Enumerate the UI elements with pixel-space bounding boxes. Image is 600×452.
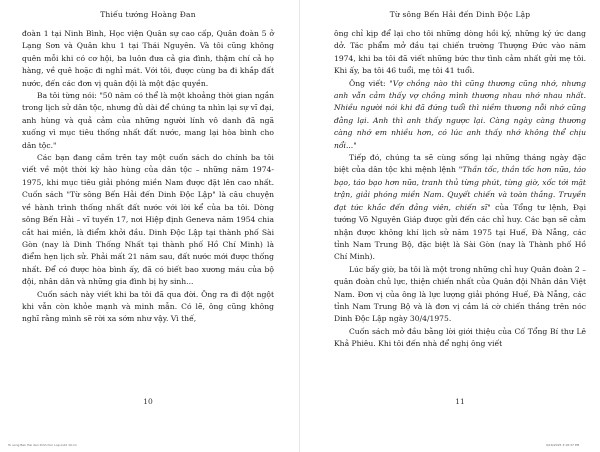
page-number-right: 11 (455, 397, 465, 406)
left-page (22, 10, 274, 410)
paragraph-3-opening: Tiếp đó, chúng ta sẽ cùng sống lại những tháng ngày đặc biệt của dân tộc khi mệnh lệnh (334, 153, 586, 175)
left-page-body (22, 28, 274, 326)
right-paragraph-1: ông chỉ kịp để lại cho tôi những dòng hồi ký, những ký ức dang dở. Tác phẩm mở đầu tại chiến trường Thượng Đức vào năm 1974, khi ba tôi đã viết những bức thư tình cảm nhất gửi mẹ tôi. Khi ấy, ba tôi 46 tuổi, mẹ tôi 41 tuổi. (334, 29, 586, 76)
page-number-left: 10 (143, 397, 153, 406)
command-quote: "Thần tốc, thần tốc hơn nữa, táo bạo, táo bạo hơn nữa, tranh thủ từng phút, từng giờ, xốc tới mặt trận, giải phóng miền Nam. Quyết chiến và toàn thắng. Truyền đạt tức khắc đến đảng viên, chiến sĩ" (334, 165, 586, 212)
paragraph-3-closing: của Tổng tư lệnh, Đại tướng Võ Nguyên Giáp được gửi đến các chỉ huy. Các bạn sẽ cảm nhận được không khí lịch sử năm 1975 tại Huế, Đà Nẵng, các tỉnh Nam Trung Bộ, đặc biệt là Sài Gòn (nay là Thành phố Hồ Chí Minh). (334, 202, 586, 262)
letter-quote: "Vợ chồng nào thì cũng thương cũng nhớ, nhưng anh vẫn cảm thấy vợ chồng mình thương nhau nhớ nhau nhất. Nhiều người nói khi đã đứng tuổi thì niềm thương nỗi nhớ cũng đằng lại. Anh thì anh thấy ngược lại. Càng ngày càng thương càng nhớ em nhiều hơn, có lúc anh thấy nhớ không thể chịu nổi..." (334, 78, 586, 150)
right-paragraph-4: Lúc bấy giờ, ba tôi là một trong những chỉ huy Quân đoàn 2 – quân đoàn chủ lực, thiện chiến nhất của Quân đội Nhân dân Việt Nam. Đơn vị của ông là lực lượng giải phóng Huế, Đà Nẵng, các tỉnh Nam Trung Bộ và là đơn vị cắm lá cờ chiến thắng trên nóc Dinh Độc Lập ngày 30/4/1975. (334, 264, 586, 324)
running-head-left: Thiếu tướng Hoàng Đan (100, 10, 196, 19)
right-paragraph-2 (334, 78, 586, 152)
right-page (334, 10, 586, 410)
left-paragraph-2: Ba tôi từng nói: "50 năm có thể là một khoảng thời gian ngắn trong lịch sử dân tộc, nhưng đủ dài để chúng ta nhìn lại sự vĩ đại, anh hùng và quả cảm của những người lính vô danh đã ngã xuống vì mục tiêu thống nhất đất nước, mang lại hòa bình cho dân tộc." (22, 91, 274, 150)
quote-lead: Ông viết: (349, 78, 390, 88)
right-paragraph-5: Cuốn sách mở đầu bằng lời giới thiệu của Cố Tổng Bí thư Lê Khả Phiêu. Khi tôi đến nhà để nghị ông viết (334, 326, 586, 349)
print-slug-timestamp: 9/16/2025 3:18:37 PM (546, 443, 580, 447)
right-paragraph-3 (334, 152, 586, 264)
left-paragraph-1: đoàn 1 tại Ninh Bình, Học viện Quân sự cao cấp, Quân đoàn 5 ở Lạng Sơn và Quân khu 1 tại Thái Nguyên. Và tôi cũng không quên mỗi khi có cơ hội, ba luôn đưa cả gia đình, thậm chí cả họ hàng, về quê hoặc đi nghỉ mát. Với tôi, được cùng ba đi khắp đất nước, đến các đơn vị quân đội là một đặc quyền. (22, 29, 274, 88)
right-page-body (334, 28, 586, 351)
running-head-right: Từ sông Bến Hải đến Dinh Độc Lập (389, 10, 531, 19)
print-slug-filename: Tu song Ben Hai den Dinh Doc Lap.indd 10-11 (8, 443, 77, 447)
left-paragraph-4: Cuốn sách này viết khi ba tôi đã qua đời. Ông ra đi đột ngột khi vẫn còn khỏe mạnh và minh mẫn. Có lẽ, ông cũng không nghĩ rằng mình sẽ rời xa sớm như vậy. Vì thế, (22, 289, 274, 324)
left-paragraph-3: Các bạn đang cầm trên tay một cuốn sách do chính ba tôi viết về một thời kỳ hào hùng của dân tộc – những năm 1974-1975, khi mục tiêu giải phóng miền Nam được đặt lên cao nhất. Cuốn sách "Từ sông Bến Hải đến Dinh Độc Lập" là câu chuyện về hành trình thống nhất đất nước với lời kể của ba tôi. Dòng sông Bến Hải – vĩ tuyến 17, nơi Hiệp định Geneva năm 1954 chia cắt hai miền, là điểm khởi đầu. Dinh Độc Lập tại thành phố Sài Gòn (nay là Dinh Thống Nhất tại thành phố Hồ Chí Minh) là điểm hẹn lịch sử. Phải mất 21 năm sau, đất nước mới được thống nhất. Để có được hòa bình ấy, đã có biết bao xương máu của bộ đội, nhân dân và những gia đình bị hy sinh... (22, 153, 274, 287)
page-gutter (299, 0, 300, 452)
